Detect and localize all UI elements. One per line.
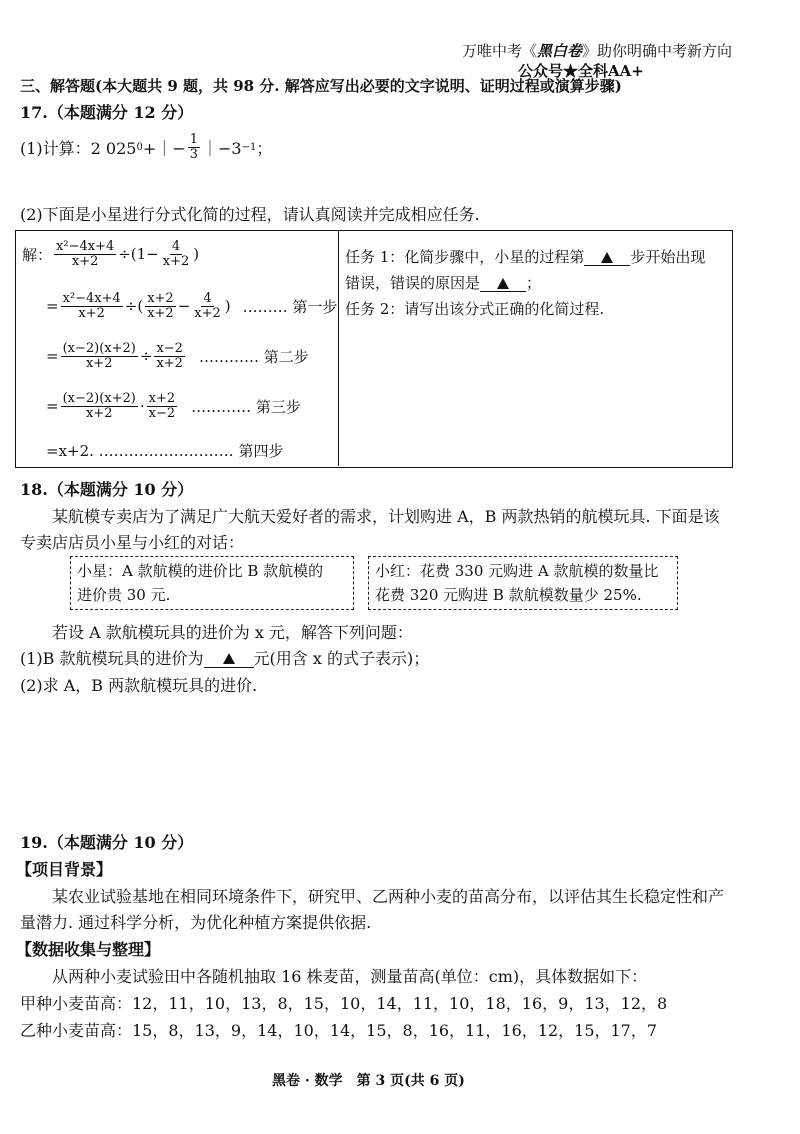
step-label-1: ……… 第一步 bbox=[242, 297, 338, 316]
dialog-line: 小红：花费 330 元购进 A 款航模的数量比 bbox=[375, 562, 659, 580]
frac-denominator: x−2 bbox=[148, 405, 176, 421]
solution-line-2: = $\frac{\text{x²−4x+4}}{x+2}$ ÷( $\frac{x+2}{x+2}$ − $\frac{4}{x+2}$ ) ……… 第一步 bbox=[46, 291, 338, 321]
solution-line-3: = $\frac{(x-2)(x+2)}{x+2}$ ÷ $\frac{x-2}{x+2}$ ………… 第二步 bbox=[46, 341, 309, 371]
header-brand: 黑白卷 bbox=[536, 42, 582, 60]
task1-text-b: 步开始出现 bbox=[630, 248, 706, 266]
q18-p1-text-a: (1)B 款航模玩具的进价为 bbox=[20, 649, 204, 668]
frac-numerator: (x−2)(x+2) bbox=[62, 341, 136, 356]
q17-part1-suffix: ｜−3 bbox=[201, 138, 242, 158]
triangle-icon bbox=[223, 653, 235, 664]
triangle-icon bbox=[497, 278, 509, 289]
answer-blank[interactable] bbox=[584, 247, 630, 266]
frac-numerator: 4 bbox=[203, 291, 212, 306]
frac bbox=[145, 292, 176, 320]
solution-line-4: = $\frac{(x-2)(x+2)}{x+2}$ · $\frac{x+2}{x-2}$ ………… 第三步 bbox=[46, 391, 301, 421]
header-part-c: 》助你明确中考新方向 bbox=[581, 42, 732, 60]
answer-blank[interactable] bbox=[204, 648, 254, 668]
frac-denominator: x+2 bbox=[156, 355, 183, 371]
frac bbox=[192, 292, 223, 320]
q18-intro-2: 专卖店店员小星与小红的对话： bbox=[20, 533, 245, 552]
q17-part1-frac bbox=[188, 133, 200, 161]
q19-jia-data: 甲种小麦苗高：12，11，10，13，8，15，10，14，11，10，18，16，9，13，12，8 bbox=[20, 994, 668, 1013]
triangle-icon bbox=[601, 252, 613, 263]
frac bbox=[61, 342, 138, 370]
paren-close: ) bbox=[193, 245, 200, 264]
section-title: 三、解答题(本大题共 9 题，共 98 分. 解答应写出必要的文字说明、证明过程或演算步骤) bbox=[20, 77, 622, 95]
q18-p1-text-b: 元(用含 x 的式子表示)； bbox=[253, 649, 430, 668]
frac-numerator: x²−4x+4 bbox=[62, 291, 121, 306]
header-slogan bbox=[462, 40, 732, 61]
page-footer: 黑卷 · 数学 第 3 页(共 6 页) bbox=[272, 1073, 465, 1089]
paren-close: ) bbox=[224, 297, 231, 316]
task1-text-d: ； bbox=[526, 274, 542, 292]
q18-part2: (2)求 A，B 两款航模玩具的进价. bbox=[20, 676, 258, 695]
solution-lead: 解： bbox=[22, 245, 53, 264]
q19-data-title: 【数据收集与整理】 bbox=[16, 940, 161, 959]
q19-data-intro: 从两种小麦试验田中各随机抽取 16 株麦苗，测量苗高(单位：cm)，具体数据如下： bbox=[52, 967, 648, 986]
frac bbox=[161, 240, 192, 268]
frac bbox=[54, 240, 116, 268]
dialog-line: 花费 320 元购进 B 款航模数量少 25%. bbox=[375, 586, 642, 604]
frac-denominator: x+2 bbox=[194, 305, 221, 321]
frac-numerator: x−2 bbox=[156, 341, 183, 356]
header-part-a: 万唯中考《 bbox=[461, 42, 537, 60]
frac-numerator: 4 bbox=[171, 239, 181, 254]
task-1-line-2 bbox=[345, 272, 541, 293]
table-divider bbox=[338, 230, 339, 466]
task1-text-c: 错误，错误的原因是 bbox=[345, 274, 481, 292]
solution-line-5: =x+2. ……………………… 第四步 bbox=[46, 442, 284, 460]
frac-numerator: x+2 bbox=[147, 291, 174, 306]
q19-background-2: 量潜力. 通过科学分析，为优化种植方案提供依据. bbox=[20, 913, 372, 932]
task1-text-a: 任务 1：化简步骤中，小星的过程第 bbox=[345, 248, 585, 266]
frac bbox=[154, 342, 185, 370]
solution-line-1 bbox=[22, 240, 199, 268]
frac-numerator: 1 bbox=[189, 132, 198, 147]
header-wechat: 公众号★全科AA+ bbox=[518, 62, 644, 80]
q17-part1-prefix: (1)计算：2 025 bbox=[20, 138, 137, 158]
q18-intro-1: 某航模专卖店为了满足广大航天爱好者的需求，计划购进 A，B 两款热销的航模玩具. 下面是该 bbox=[52, 507, 720, 526]
q17-part1-mid: +｜− bbox=[142, 138, 186, 158]
q17-part1-sup: 0 bbox=[136, 141, 143, 153]
frac-numerator: (x−2)(x+2) bbox=[62, 391, 136, 406]
q17-part1-end: ； bbox=[256, 138, 273, 158]
q19-background-title: 【项目背景】 bbox=[16, 860, 113, 879]
frac bbox=[61, 392, 138, 420]
dialog-xiaoxing bbox=[70, 556, 354, 610]
frac-denominator: x+2 bbox=[162, 253, 190, 269]
dialog-line: 小星：A 款航模的进价比 B 款航模的 bbox=[77, 562, 324, 580]
task-2: 任务 2：请写出该分式正确的化简过程. bbox=[345, 300, 605, 318]
frac bbox=[61, 292, 123, 320]
task-1-line-1 bbox=[345, 246, 705, 267]
step-label-3: ………… 第三步 bbox=[191, 397, 301, 416]
frac-denominator: 3 bbox=[189, 146, 198, 162]
step-label-2: ………… 第二步 bbox=[198, 347, 309, 366]
operator: ÷( bbox=[124, 297, 144, 316]
frac-numerator: x²−4x+4 bbox=[56, 239, 115, 254]
answer-blank[interactable] bbox=[480, 273, 526, 292]
frac-denominator: x+2 bbox=[78, 305, 105, 321]
q19-background-1: 某农业试验基地在相同环境条件下，研究甲、乙两种小麦的苗高分布，以评估其生长稳定性和产 bbox=[52, 887, 725, 906]
q19-yi-data: 乙种小麦苗高：15，8，13，9，14，10，14，15，8，16，11，16，12，15，17，7 bbox=[20, 1021, 658, 1040]
q17-heading: 17.（本题满分 12 分） bbox=[20, 103, 194, 122]
dialog-line: 进价贵 30 元. bbox=[77, 586, 171, 604]
q18-heading: 18.（本题满分 10 分） bbox=[20, 480, 194, 499]
q18-part1 bbox=[20, 646, 429, 669]
q17-part1 bbox=[20, 133, 272, 161]
q17-part2: (2)下面是小星进行分式化简的过程，请认真阅读并完成相应任务. bbox=[20, 205, 480, 224]
frac bbox=[147, 392, 178, 420]
q17-part1-sup2: −1 bbox=[241, 141, 257, 153]
q18-setup: 若设 A 款航模玩具的进价为 x 元，解答下列问题： bbox=[52, 623, 413, 642]
frac-denominator: x+2 bbox=[147, 305, 174, 321]
operator: ÷(1− bbox=[118, 245, 159, 264]
frac-numerator: x+2 bbox=[148, 391, 176, 406]
frac-denominator: x+2 bbox=[85, 355, 113, 371]
frac-denominator: x+2 bbox=[71, 253, 99, 269]
q19-heading: 19.（本题满分 10 分） bbox=[20, 833, 194, 852]
dialog-xiaohong bbox=[368, 556, 678, 610]
frac-denominator: x+2 bbox=[85, 405, 113, 421]
